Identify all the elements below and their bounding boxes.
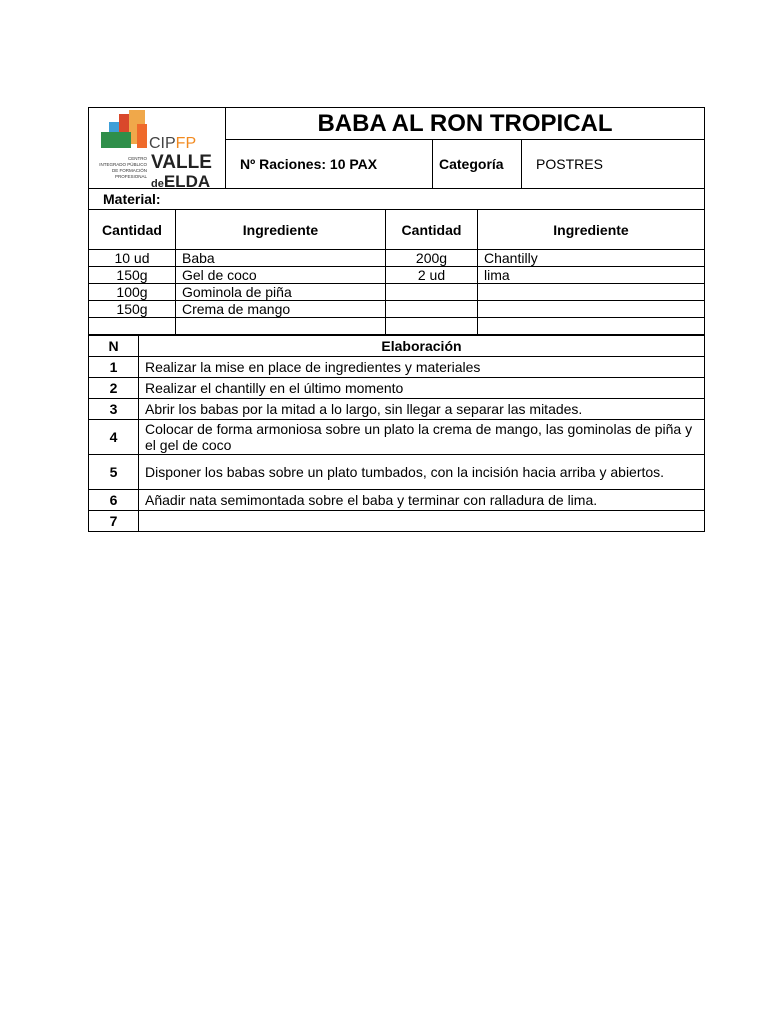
steps-header-n: N [89, 336, 139, 357]
step-row [89, 399, 705, 420]
header-table [88, 107, 705, 188]
ingredient-name [478, 301, 705, 318]
step-text: Colocar de forma armoniosa sobre un plato la crema de mango, las gominolas de piña y el gel de coco [139, 420, 705, 455]
categoria-label: Categoría [433, 140, 522, 188]
step-text: Disponer los babas sobre un plato tumbados, con la incisión hacia arriba y abiertos. [139, 455, 705, 490]
step-number: 1 [89, 357, 139, 378]
logo-cell [89, 108, 226, 189]
ingredient-qty [386, 284, 478, 301]
step-number: 6 [89, 490, 139, 511]
ingredient-qty [386, 301, 478, 318]
svg-text:CIPFP [149, 135, 196, 152]
logo-valle-text: VALLE [151, 152, 212, 173]
logo-elda-text: ELDA [163, 172, 211, 188]
ingredient-name: Chantilly [478, 250, 705, 267]
step-row [89, 455, 705, 490]
ingredient-qty: 2 ud [386, 267, 478, 284]
header-ingrediente-1: Ingrediente [176, 210, 386, 250]
header-cantidad-2: Cantidad [386, 210, 478, 250]
steps-table [88, 335, 705, 532]
ingredient-name [478, 284, 705, 301]
ingredient-qty [386, 318, 478, 335]
logo-de-text: de [151, 178, 164, 188]
step-number: 2 [89, 378, 139, 399]
ingredient-name: Baba [176, 250, 386, 267]
logo-caption-3: DE FORMACIÓN [111, 168, 147, 173]
step-row [89, 378, 705, 399]
logo-caption-2: INTEGRADO PÚBLICO [99, 162, 147, 167]
step-text [139, 511, 705, 532]
logo-cip-text: CIP [149, 135, 176, 152]
ingredient-qty: 10 ud [89, 250, 176, 267]
recipe-sheet [88, 107, 705, 532]
svg-text:deELDA [151, 172, 210, 188]
step-row [89, 357, 705, 378]
step-number: 4 [89, 420, 139, 455]
ingredient-name: Crema de mango [176, 301, 386, 318]
header-ingrediente-2: Ingrediente [478, 210, 705, 250]
ingredient-row [89, 318, 705, 335]
ingredient-name [478, 318, 705, 335]
ingredient-qty: 150g [89, 267, 176, 284]
ingredients-table [88, 188, 705, 335]
logo-caption-4: PROFESIONAL [114, 174, 147, 179]
material-label: Material: [89, 189, 705, 210]
step-text: Realizar la mise en place de ingredientes y materiales [139, 357, 705, 378]
header-cantidad-1: Cantidad [89, 210, 176, 250]
ingredient-name: Gominola de piña [176, 284, 386, 301]
ingredient-name: lima [478, 267, 705, 284]
ingredient-qty: 100g [89, 284, 176, 301]
ingredient-name [176, 318, 386, 335]
ingredient-qty [89, 318, 176, 335]
categoria-value: POSTRES [522, 140, 705, 188]
step-row [89, 511, 705, 532]
step-text: Realizar el chantilly en el último momento [139, 378, 705, 399]
ingredient-row [89, 267, 705, 284]
logo-fp-text: FP [175, 135, 197, 152]
step-text: Añadir nata semimontada sobre el baba y terminar con ralladura de lima. [139, 490, 705, 511]
raciones: Nº Raciones: 10 PAX [226, 140, 433, 188]
step-text: Abrir los babas por la mitad a lo largo, sin llegar a separar las mitades. [139, 399, 705, 420]
ingredient-qty: 200g [386, 250, 478, 267]
recipe-title: BABA AL RON TROPICAL [226, 108, 705, 140]
logo-caption-1: CENTRO [128, 156, 147, 161]
cipfp-valle-de-elda-logo [93, 108, 225, 188]
step-row [89, 420, 705, 455]
ingredient-row [89, 250, 705, 267]
ingredient-row [89, 301, 705, 318]
step-row [89, 490, 705, 511]
ingredient-name: Gel de coco [176, 267, 386, 284]
ingredient-qty: 150g [89, 301, 176, 318]
step-number: 7 [89, 511, 139, 532]
steps-header-elaboracion: Elaboración [139, 336, 705, 357]
ingredient-row [89, 284, 705, 301]
step-number: 3 [89, 399, 139, 420]
step-number: 5 [89, 455, 139, 490]
